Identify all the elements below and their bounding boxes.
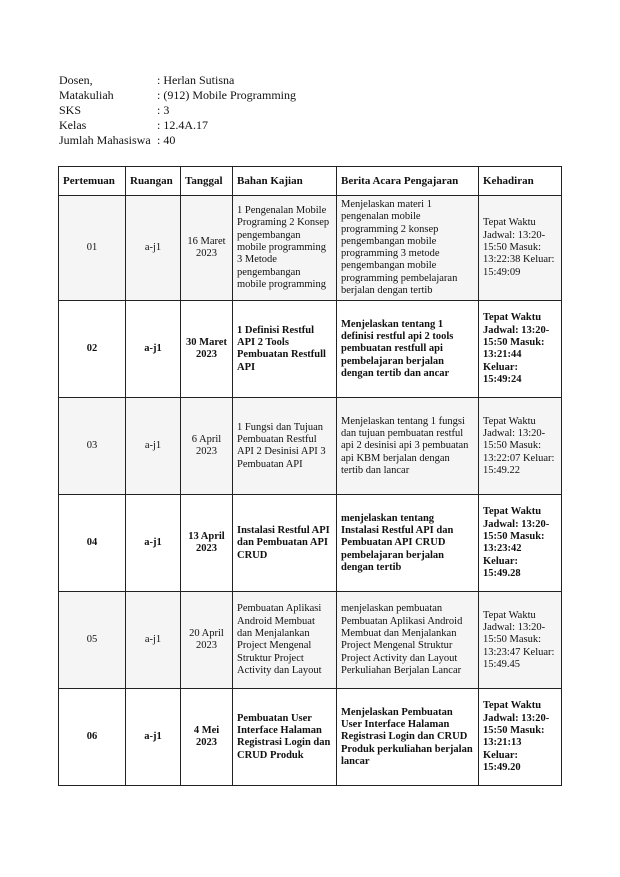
cell-tanggal: 20 April 2023 <box>181 592 233 689</box>
info-value: : (912) Mobile Programming <box>157 88 296 102</box>
attendance-table <box>58 166 562 786</box>
cell-tanggal: 4 Mei 2023 <box>181 689 233 786</box>
cell-tanggal: 6 April 2023 <box>181 398 233 495</box>
cell-berita-acara: Menjelaskan tentang 1 definisi restful api 2 tools pembuatan restfull api pembelajaran berjalan dengan tertib dan ancar <box>337 301 479 398</box>
cell-kehadiran: Tepat Waktu Jadwal: 13:20-15:50 Masuk: 13:23:42 Keluar: 15:49.28 <box>479 495 562 592</box>
cell-kehadiran: Tepat Waktu Jadwal: 13:20-15:50 Masuk: 13:22:07 Keluar: 15:49.22 <box>479 398 562 495</box>
info-label: Matakuliah <box>59 88 114 102</box>
header-kehadiran: Kehadiran <box>479 167 562 196</box>
table-row <box>59 301 562 398</box>
cell-ruangan: a-j1 <box>126 592 181 689</box>
info-value: : 12.4A.17 <box>157 118 208 132</box>
table-row <box>59 398 562 495</box>
table-header-row <box>59 167 562 196</box>
table-row <box>59 592 562 689</box>
header-tanggal: Tanggal <box>181 167 233 196</box>
info-label: Jumlah Mahasiswa <box>59 133 151 147</box>
course-info <box>59 73 296 148</box>
header-berita-acara: Berita Acara Pengajaran <box>337 167 479 196</box>
info-dosen <box>59 73 296 88</box>
info-jumlah-mahasiswa <box>59 133 296 148</box>
cell-tanggal: 30 Maret 2023 <box>181 301 233 398</box>
cell-pertemuan: 03 <box>59 398 126 495</box>
cell-tanggal: 16 Maret 2023 <box>181 196 233 301</box>
info-sks <box>59 103 296 118</box>
cell-ruangan: a-j1 <box>126 495 181 592</box>
header-ruangan: Ruangan <box>126 167 181 196</box>
cell-kehadiran: Tepat Waktu Jadwal: 13:20-15:50 Masuk: 13:23:47 Keluar: 15:49.45 <box>479 592 562 689</box>
cell-pertemuan: 02 <box>59 301 126 398</box>
cell-berita-acara: Menjelaskan tentang 1 fungsi dan tujuan pembuatan restful api 2 desinisi api 3 pembuatan api KBM berjalan dengan tertib dan lancar <box>337 398 479 495</box>
cell-ruangan: a-j1 <box>126 301 181 398</box>
info-label: SKS <box>59 103 82 117</box>
cell-bahan-kajian: Instalasi Restful API dan Pembuatan API CRUD <box>233 495 337 592</box>
cell-pertemuan: 01 <box>59 196 126 301</box>
cell-ruangan: a-j1 <box>126 196 181 301</box>
cell-berita-acara: Menjelaskan Pembuatan User Interface Halaman Registrasi Login dan CRUD Produk perkuliahan berjalan lancar <box>337 689 479 786</box>
cell-kehadiran: Tepat Waktu Jadwal: 13:20-15:50 Masuk: 13:22:38 Keluar: 15:49:09 <box>479 196 562 301</box>
cell-pertemuan: 05 <box>59 592 126 689</box>
table-row <box>59 689 562 786</box>
info-value: : 3 <box>157 103 170 117</box>
header-bahan-kajian: Bahan Kajian <box>233 167 337 196</box>
cell-kehadiran: Tepat Waktu Jadwal: 13:20-15:50 Masuk: 13:21:13 Keluar: 15:49.20 <box>479 689 562 786</box>
cell-bahan-kajian: Pembuatan Aplikasi Android Membuat dan Menjalankan Project Mengenal Struktur Project Activity dan Layout <box>233 592 337 689</box>
info-value: : Herlan Sutisna <box>157 73 235 87</box>
info-value: : 40 <box>157 133 176 147</box>
cell-pertemuan: 06 <box>59 689 126 786</box>
info-label: Kelas <box>59 118 87 132</box>
cell-berita-acara: menjelaskan tentang Instalasi Restful API dan Pembuatan API CRUD pembelajaran berjalan dengan tertib <box>337 495 479 592</box>
info-matakuliah <box>59 88 296 103</box>
cell-ruangan: a-j1 <box>126 398 181 495</box>
cell-bahan-kajian: 1 Pengenalan Mobile Programing 2 Konsep pengembangan mobile programming 3 Metode pengembangan mobile programming <box>233 196 337 301</box>
cell-berita-acara: Menjelaskan materi 1 pengenalan mobile programming 2 konsep pengembangan mobile programming 3 metode pengembangan mobile programming pembelajaran berjalan dengan tertib <box>337 196 479 301</box>
table-row <box>59 495 562 592</box>
cell-berita-acara: menjelaskan pembuatan Pembuatan Aplikasi Android Membuat dan Menjalankan Project Mengenal Struktur Project Activity dan Layout Perkuliahan Berjalan Lancar <box>337 592 479 689</box>
table-row <box>59 196 562 301</box>
header-pertemuan: Pertemuan <box>59 167 126 196</box>
cell-bahan-kajian: 1 Definisi Restful API 2 Tools Pembuatan Restfull API <box>233 301 337 398</box>
cell-bahan-kajian: Pembuatan User Interface Halaman Registrasi Login dan CRUD Produk <box>233 689 337 786</box>
cell-tanggal: 13 April 2023 <box>181 495 233 592</box>
cell-bahan-kajian: 1 Fungsi dan Tujuan Pembuatan Restful API 2 Desinisi API 3 Pembuatan API <box>233 398 337 495</box>
cell-pertemuan: 04 <box>59 495 126 592</box>
info-label: Dosen, <box>59 73 93 87</box>
cell-ruangan: a-j1 <box>126 689 181 786</box>
cell-kehadiran: Tepat Waktu Jadwal: 13:20-15:50 Masuk: 13:21:44 Keluar: 15:49:24 <box>479 301 562 398</box>
info-kelas <box>59 118 296 133</box>
